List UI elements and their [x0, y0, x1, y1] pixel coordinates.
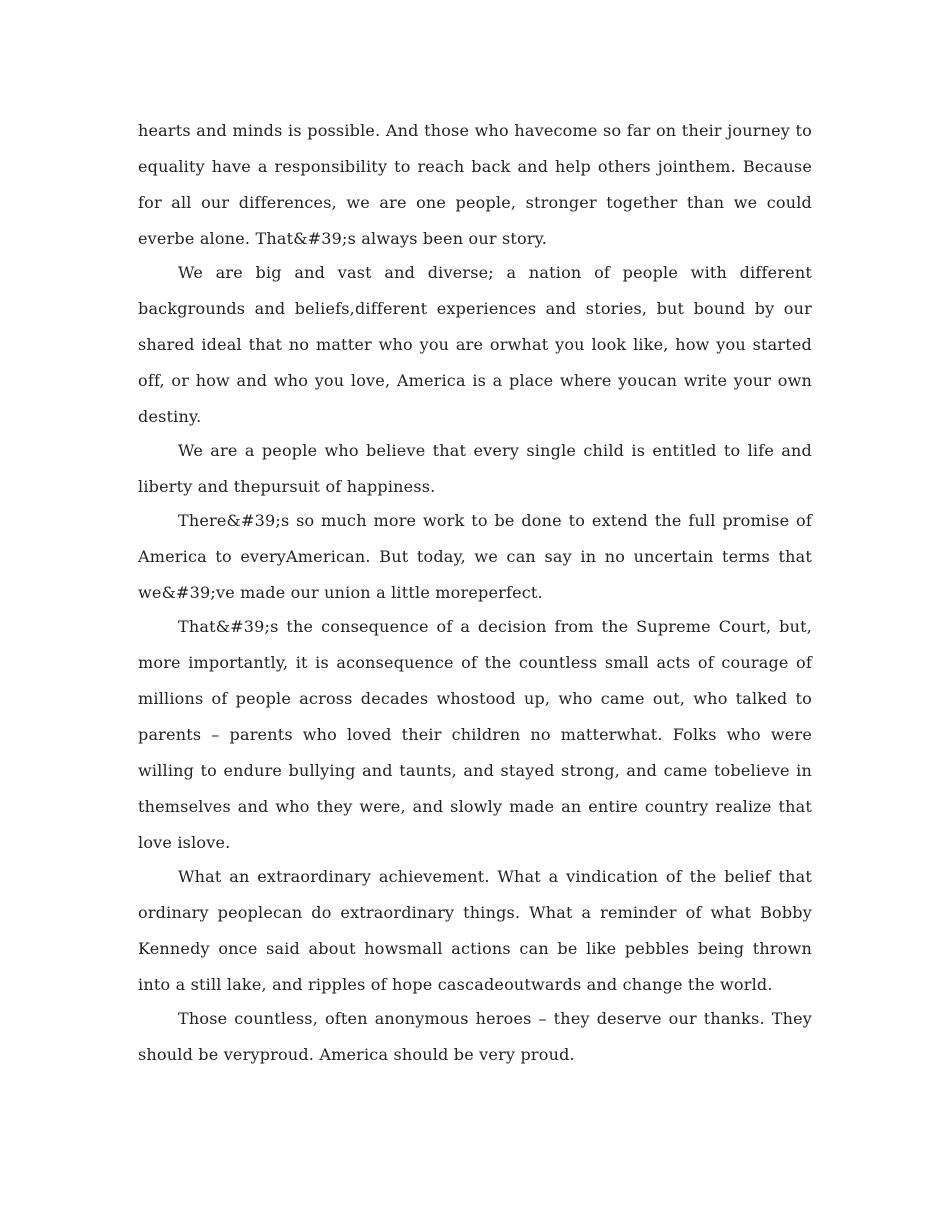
paragraph-2: We are big and vast and diverse; a nation of people with different backgrounds and beliefs,different experiences and stories, but bound by our shared ideal that no matter who you are orwhat you look like, how you started off, or how and who you love, America is a place where youcan write your own destiny.	[138, 263, 812, 426]
paragraph-3: We are a people who believe that every single child is entitled to life and liberty and thepursuit of happiness.	[138, 441, 812, 496]
paragraph-6: What an extraordinary achievement. What a vindication of the belief that ordinary peoplecan do extraordinary things. What a reminder of what Bobby Kennedy once said about howsmall actions can be like pebbles being thrown into a still lake, and ripples of hope cascadeoutwards and change the world.	[138, 867, 812, 994]
document-page	[138, 113, 812, 1071]
paragraph-1: hearts and minds is possible. And those who havecome so far on their journey to equality have a responsibility to reach back and help others jointhem. Because for all our differences, we are one people, stronger together than we could everbe alone. That&#39;s always been our story.	[138, 121, 812, 248]
paragraph-4: There&#39;s so much more work to be done to extend the full promise of America to everyAmerican. But today, we can say in no uncertain terms that we&#39;ve made our union a little moreperfect.	[138, 511, 812, 602]
paragraph-5: That&#39;s the consequence of a decision from the Supreme Court, but, more importantly, it is aconsequence of the countless small acts of courage of millions of people across decades whostood up, who came out, who talked to parents – parents who loved their children no matterwhat. Folks who were willing to endure bullying and taunts, and stayed strong, and came tobelieve in themselves and who they were, and slowly made an entire country realize that love islove.	[138, 617, 812, 852]
paragraph-7: Those countless, often anonymous heroes – they deserve our thanks. They should be veryproud. America should be very proud.	[138, 1009, 812, 1064]
